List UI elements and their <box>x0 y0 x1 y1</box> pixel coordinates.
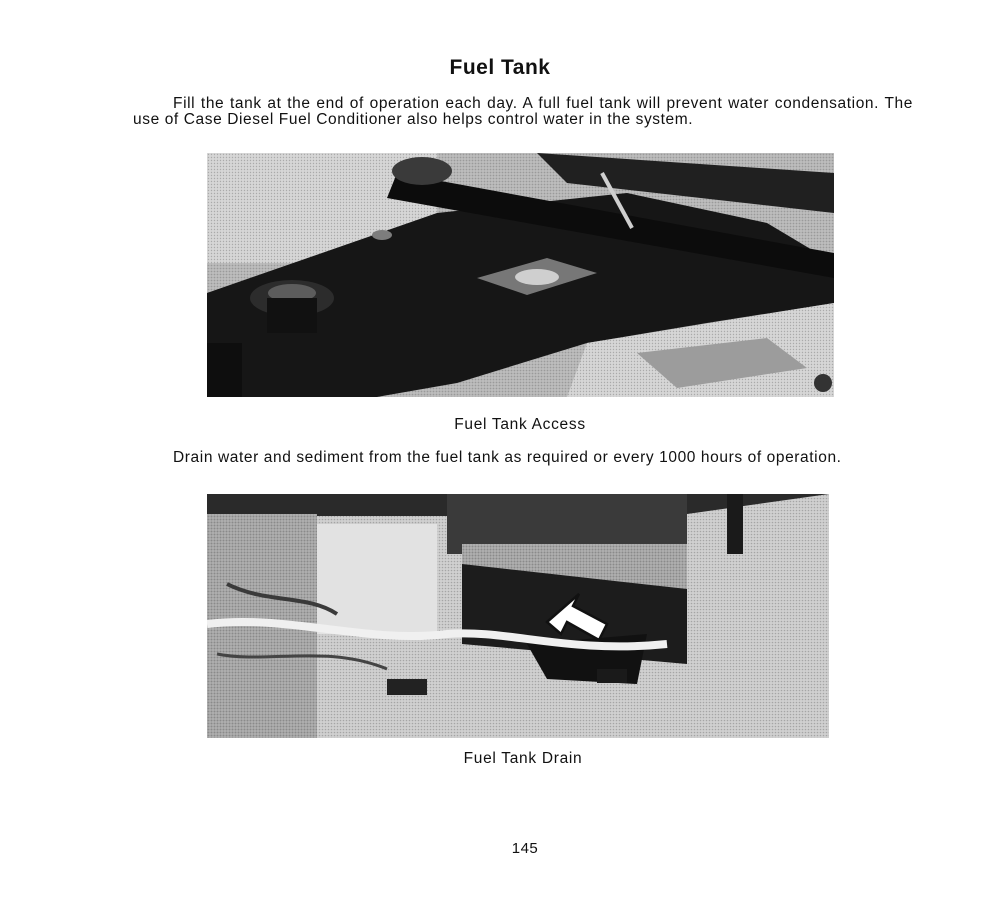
photo-fuel-tank-access <box>207 153 834 397</box>
page-title: Fuel Tank <box>449 56 551 79</box>
paragraph-fill-instructions: Fill the tank at the end of operation each day. A full fuel tank will prevent water condensation. The use of Case Diesel Fuel Conditioner also helps control water in the system. <box>133 95 913 128</box>
page-number: 145 <box>511 840 539 857</box>
paragraph-drain-instructions: Drain water and sediment from the fuel tank as required or every 1000 hours of operation. <box>173 449 842 466</box>
figure-caption-fuel-tank-drain: Fuel Tank Drain <box>463 750 583 767</box>
photo-fuel-tank-drain <box>207 494 829 738</box>
figure-caption-fuel-tank-access: Fuel Tank Access <box>454 416 586 433</box>
